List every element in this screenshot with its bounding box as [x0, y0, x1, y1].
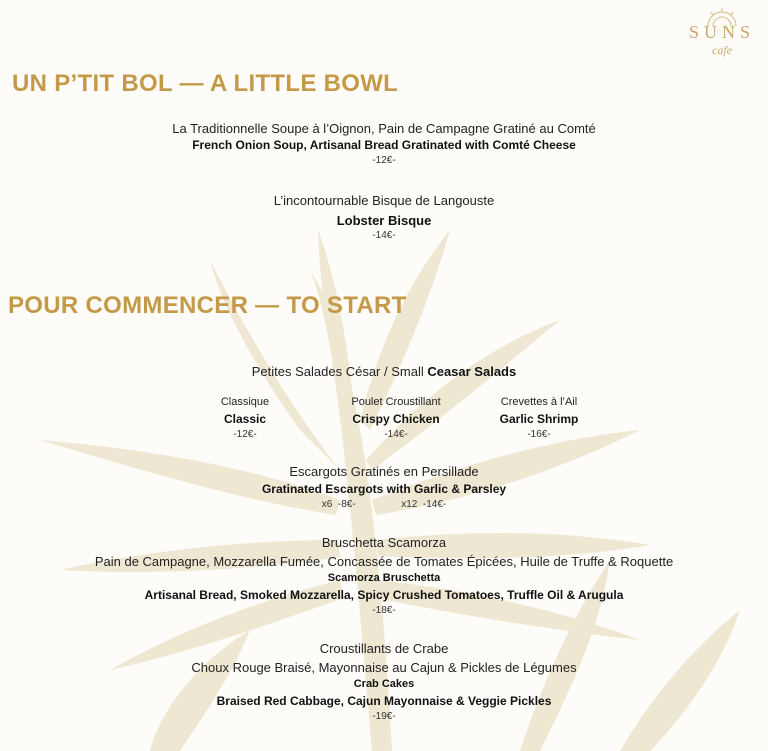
item-price: -19€-	[372, 711, 396, 722]
item-english-name: Crab Cakes	[353, 678, 415, 690]
caesar-heading-en: Ceasar Salads	[427, 364, 517, 379]
menu-item-bruschetta	[0, 536, 768, 616]
portion-price-12: -14€-	[422, 499, 447, 510]
option-english-name: Classic	[223, 412, 267, 426]
item-english-name: Lobster Bisque	[336, 213, 432, 228]
menu-item-onion-soup	[0, 122, 768, 166]
caesar-option-garlic-shrimp	[439, 397, 639, 440]
item-english-name: Scamorza Bruschetta	[327, 572, 441, 584]
menu-item-crab-cakes	[0, 642, 768, 722]
logo-subtext: cafe	[712, 43, 732, 57]
logo-wordmark: SUNS	[688, 22, 756, 42]
item-french-name: Bruschetta Scamorza	[321, 535, 447, 550]
option-price: -16€-	[527, 429, 551, 440]
item-price: -18€-	[372, 605, 396, 616]
item-english-name: French Onion Soup, Artisanal Bread Gratinated with Comté Cheese	[192, 138, 576, 152]
item-french-name: La Traditionnelle Soupe à l’Oignon, Pain de Campagne Gratiné au Comté	[172, 121, 596, 136]
caesar-salad-heading	[0, 364, 768, 380]
item-price: -14€-	[372, 230, 396, 241]
section-title-little-bowl: UN P’TIT BOL — A LITTLE BOWL	[12, 70, 399, 97]
escargot-portions	[0, 500, 768, 510]
option-price: -12€-	[233, 429, 257, 440]
portion-price-6: -8€-	[337, 499, 356, 510]
option-english-name: Garlic Shrimp	[499, 412, 579, 426]
portion-qty-6: x6	[321, 499, 333, 510]
portion-qty-12: x12	[401, 499, 418, 510]
item-english-name: Gratinated Escargots with Garlic & Parsley	[261, 482, 507, 496]
option-french-name: Crevettes à l’Ail	[500, 396, 578, 408]
item-french-name: L’incontournable Bisque de Langouste	[273, 193, 495, 208]
item-price: -12€-	[372, 155, 396, 166]
item-french-description: Pain de Campagne, Mozzarella Fumée, Concassée de Tomates Épicées, Huile de Truffe & Roquette	[94, 554, 674, 569]
menu-item-escargots	[0, 465, 768, 510]
option-english-name: Crispy Chicken	[352, 412, 440, 426]
option-price: -14€-	[384, 429, 408, 440]
item-french-name: Croustillants de Crabe	[319, 641, 449, 656]
item-english-description: Braised Red Cabbage, Cajun Mayonnaise & Veggie Pickles	[216, 694, 552, 708]
option-french-name: Poulet Croustillant	[351, 396, 441, 408]
item-english-description: Artisanal Bread, Smoked Mozzarella, Spicy Crushed Tomatoes, Truffle Oil & Arugula	[144, 588, 624, 602]
section-title-to-start: POUR COMMENCER — TO START	[8, 292, 407, 319]
option-french-name: Classique	[220, 396, 270, 408]
item-french-name: Escargots Gratinés en Persillade	[289, 464, 479, 479]
caesar-heading-fr: Petites Salades César / Small	[251, 364, 428, 379]
item-french-description: Choux Rouge Braisé, Mayonnaise au Cajun & Pickles de Légumes	[191, 660, 577, 675]
menu-item-lobster-bisque	[0, 194, 768, 241]
brand-logo	[682, 6, 762, 62]
